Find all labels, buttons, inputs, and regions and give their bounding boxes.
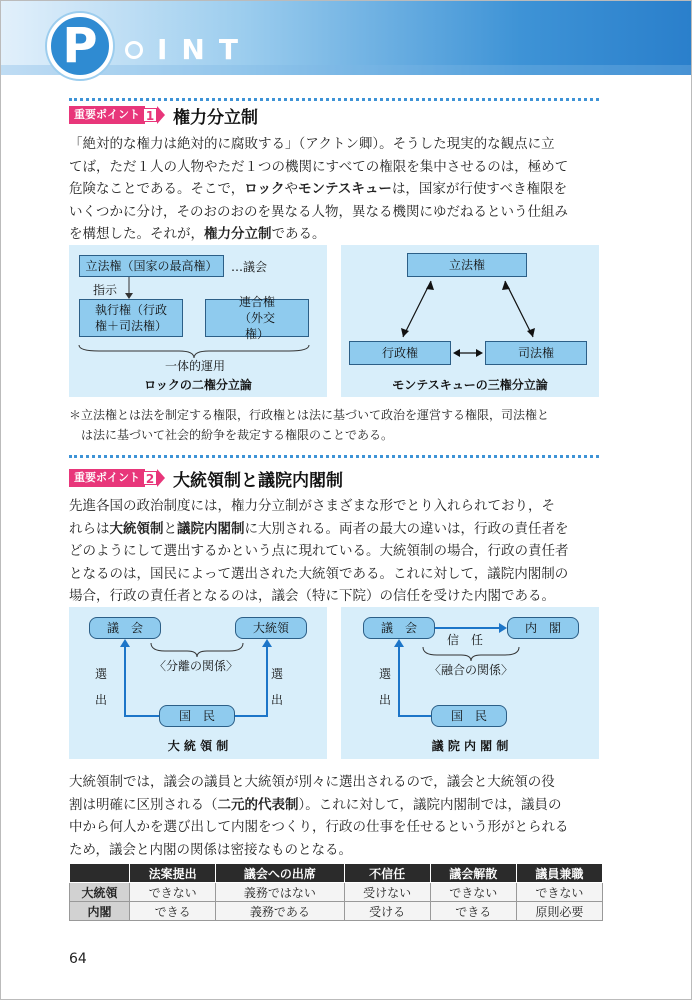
parliamentary-relation-label: 〈融合の関係〉 bbox=[429, 663, 514, 677]
presidential-relation-label: 〈分離の関係〉 bbox=[154, 659, 239, 673]
parliamentary-cabinet-node: 内 閣 bbox=[507, 617, 579, 639]
table-header-bill: 法案提出 bbox=[130, 864, 216, 883]
section2-line: となるのは，国民によって選出された大統領である。これに対して，議院内閣制の bbox=[69, 565, 569, 582]
table-row bbox=[70, 902, 603, 921]
section1-line: を構想した。それが，権力分立制である。 bbox=[69, 226, 326, 242]
section1-note bbox=[69, 405, 603, 445]
table-header-concurrent: 議員兼職 bbox=[516, 864, 602, 883]
montesquieu-arrows bbox=[341, 245, 599, 397]
section1-dotted-rule bbox=[69, 98, 599, 101]
section1-number: 1 bbox=[143, 108, 157, 122]
parliamentary-diagram bbox=[341, 607, 599, 759]
table-header-dissolution: 議会解散 bbox=[430, 864, 516, 883]
section2-paragraph-2 bbox=[69, 771, 603, 861]
section1-line: てば，ただ１人の人物やただ１つの機関にすべての権限を集中させるのは，極めて bbox=[69, 158, 569, 175]
section2-header bbox=[69, 468, 343, 491]
presidential-elect-left-label: 選出 bbox=[95, 667, 108, 707]
locke-federative-node: 連合権（外交権） bbox=[205, 299, 309, 337]
table-header-no-confidence: 不信任 bbox=[344, 864, 430, 883]
point-int-text: INT bbox=[157, 33, 252, 66]
table-header-row bbox=[70, 864, 603, 883]
point-o-circle-icon bbox=[125, 41, 143, 59]
presidential-elect-right-label: 選出 bbox=[271, 667, 284, 707]
locke-executive-node: 執行権（行政権＋司法権） bbox=[79, 299, 183, 337]
locke-instruct-label: 指示 bbox=[93, 283, 118, 297]
table-cell: 原則必要 bbox=[516, 902, 602, 921]
section2-paragraph bbox=[69, 495, 603, 608]
section1-tag: 重要ポイント bbox=[69, 106, 145, 124]
locke-legislative-node: 立法権（国家の最高権） bbox=[79, 255, 224, 277]
comparison-table bbox=[69, 863, 603, 921]
section1-line: 危険なことである。そこで，ロックやモンテスキューは，国家が行使すべき権限を bbox=[69, 181, 568, 197]
table-cell: 受けない bbox=[344, 883, 430, 902]
section2-line2: 大統領制では，議会の議員と大統領が別々に選出されるので，議会と大統領の役 bbox=[69, 774, 555, 790]
table-cell: 義務である bbox=[216, 902, 344, 921]
locke-diagram bbox=[69, 245, 327, 397]
presidential-president-node: 大統領 bbox=[235, 617, 307, 639]
montesquieu-legislative-node: 立法権 bbox=[407, 253, 527, 277]
table-row bbox=[70, 883, 603, 902]
presidential-diagram bbox=[69, 607, 327, 759]
presidential-caption: 大 統 領 制 bbox=[167, 739, 229, 753]
table-row-label: 大統領 bbox=[70, 883, 130, 902]
locke-connectors bbox=[69, 245, 327, 397]
table-corner-cell bbox=[70, 864, 130, 883]
section2-title: 大統領制と議院内閣制 bbox=[173, 470, 343, 491]
locke-parliament-label: …議会 bbox=[231, 260, 268, 274]
table-cell: できる bbox=[130, 902, 216, 921]
table-cell: 義務ではない bbox=[216, 883, 344, 902]
section2-dotted-rule bbox=[69, 455, 599, 458]
section2-line2: ため，議会と内閣の関係は密接なものとなる。 bbox=[69, 841, 352, 858]
locke-caption: ロックの二権分立論 bbox=[144, 378, 252, 392]
table-cell: 受ける bbox=[344, 902, 430, 921]
parliamentary-elect-label: 選出 bbox=[379, 667, 392, 707]
section1-arrow-icon bbox=[157, 106, 165, 124]
section1-line: 「絶対的な権力は絶対的に腐敗する」（アクトン卿）。そうした現実的な観点に立 bbox=[69, 136, 555, 152]
table-cell: できない bbox=[516, 883, 602, 902]
section1-note-line: は法に基づいて社会的紛争を裁定する権限のことである。 bbox=[81, 428, 394, 442]
table-cell: できない bbox=[430, 883, 516, 902]
section2-line: どのようにして選出するかという点に現れている。大統領制の場合，行政の責任者 bbox=[69, 543, 569, 559]
section1-line: いくつかに分け，そのおのおのを異なる人物，異なる機関にゆだねるという仕組み bbox=[69, 203, 568, 220]
section2-line: 先進各国の政治制度には，権力分立制がさまざまな形でとり入れられており，そ bbox=[69, 498, 555, 514]
montesquieu-diagram bbox=[341, 245, 599, 397]
table-header-attendance: 議会への出席 bbox=[216, 864, 344, 883]
table-cell: できる bbox=[430, 902, 516, 921]
parliamentary-people-node: 国 民 bbox=[431, 705, 507, 727]
table-cell: できない bbox=[130, 883, 216, 902]
parliamentary-caption: 議 院 内 閣 制 bbox=[431, 739, 509, 753]
montesquieu-judicial-node: 司法権 bbox=[485, 341, 587, 365]
locke-unified-label: 一体的運用 bbox=[165, 359, 226, 373]
table-row-label: 内閣 bbox=[70, 902, 130, 921]
section2-line: れらは大統領制と議院内閣制に大別される。両者の最大の違いは，行政の責任者を bbox=[69, 520, 569, 537]
section1-header bbox=[69, 105, 258, 128]
section1-paragraph bbox=[69, 133, 603, 246]
section2-line2: 割は明確に区別される（二元的代表制）。これに対して，議院内閣制では，議員の bbox=[69, 796, 562, 813]
section2-tag: 重要ポイント bbox=[69, 469, 145, 487]
section2-line: 場合，行政の責任者となるのは，議会（特に下院）の信任を受けた内閣である。 bbox=[69, 588, 555, 604]
section1-title: 権力分立制 bbox=[173, 107, 258, 128]
section1-note-line: ＊立法権とは法を制定する権限，行政権とは法に基づいて政治を運営する権限，司法権と bbox=[69, 408, 550, 422]
page-number: 64 bbox=[69, 951, 87, 967]
montesquieu-administrative-node: 行政権 bbox=[349, 341, 451, 365]
section2-arrow-icon bbox=[157, 469, 165, 487]
presidential-parliament-node: 議 会 bbox=[89, 617, 161, 639]
parliamentary-trust-label: 信 任 bbox=[447, 633, 484, 647]
section2-line2: 中から何人かを選び出して内閣をつくり，行政の仕事を任せるという形がとられる bbox=[69, 819, 569, 835]
parliamentary-parliament-node: 議 会 bbox=[363, 617, 435, 639]
presidential-people-node: 国 民 bbox=[159, 705, 235, 727]
point-p-badge: P bbox=[47, 13, 113, 79]
montesquieu-caption: モンテスキューの三権分立論 bbox=[392, 378, 548, 392]
section2-number: 2 bbox=[143, 471, 157, 485]
